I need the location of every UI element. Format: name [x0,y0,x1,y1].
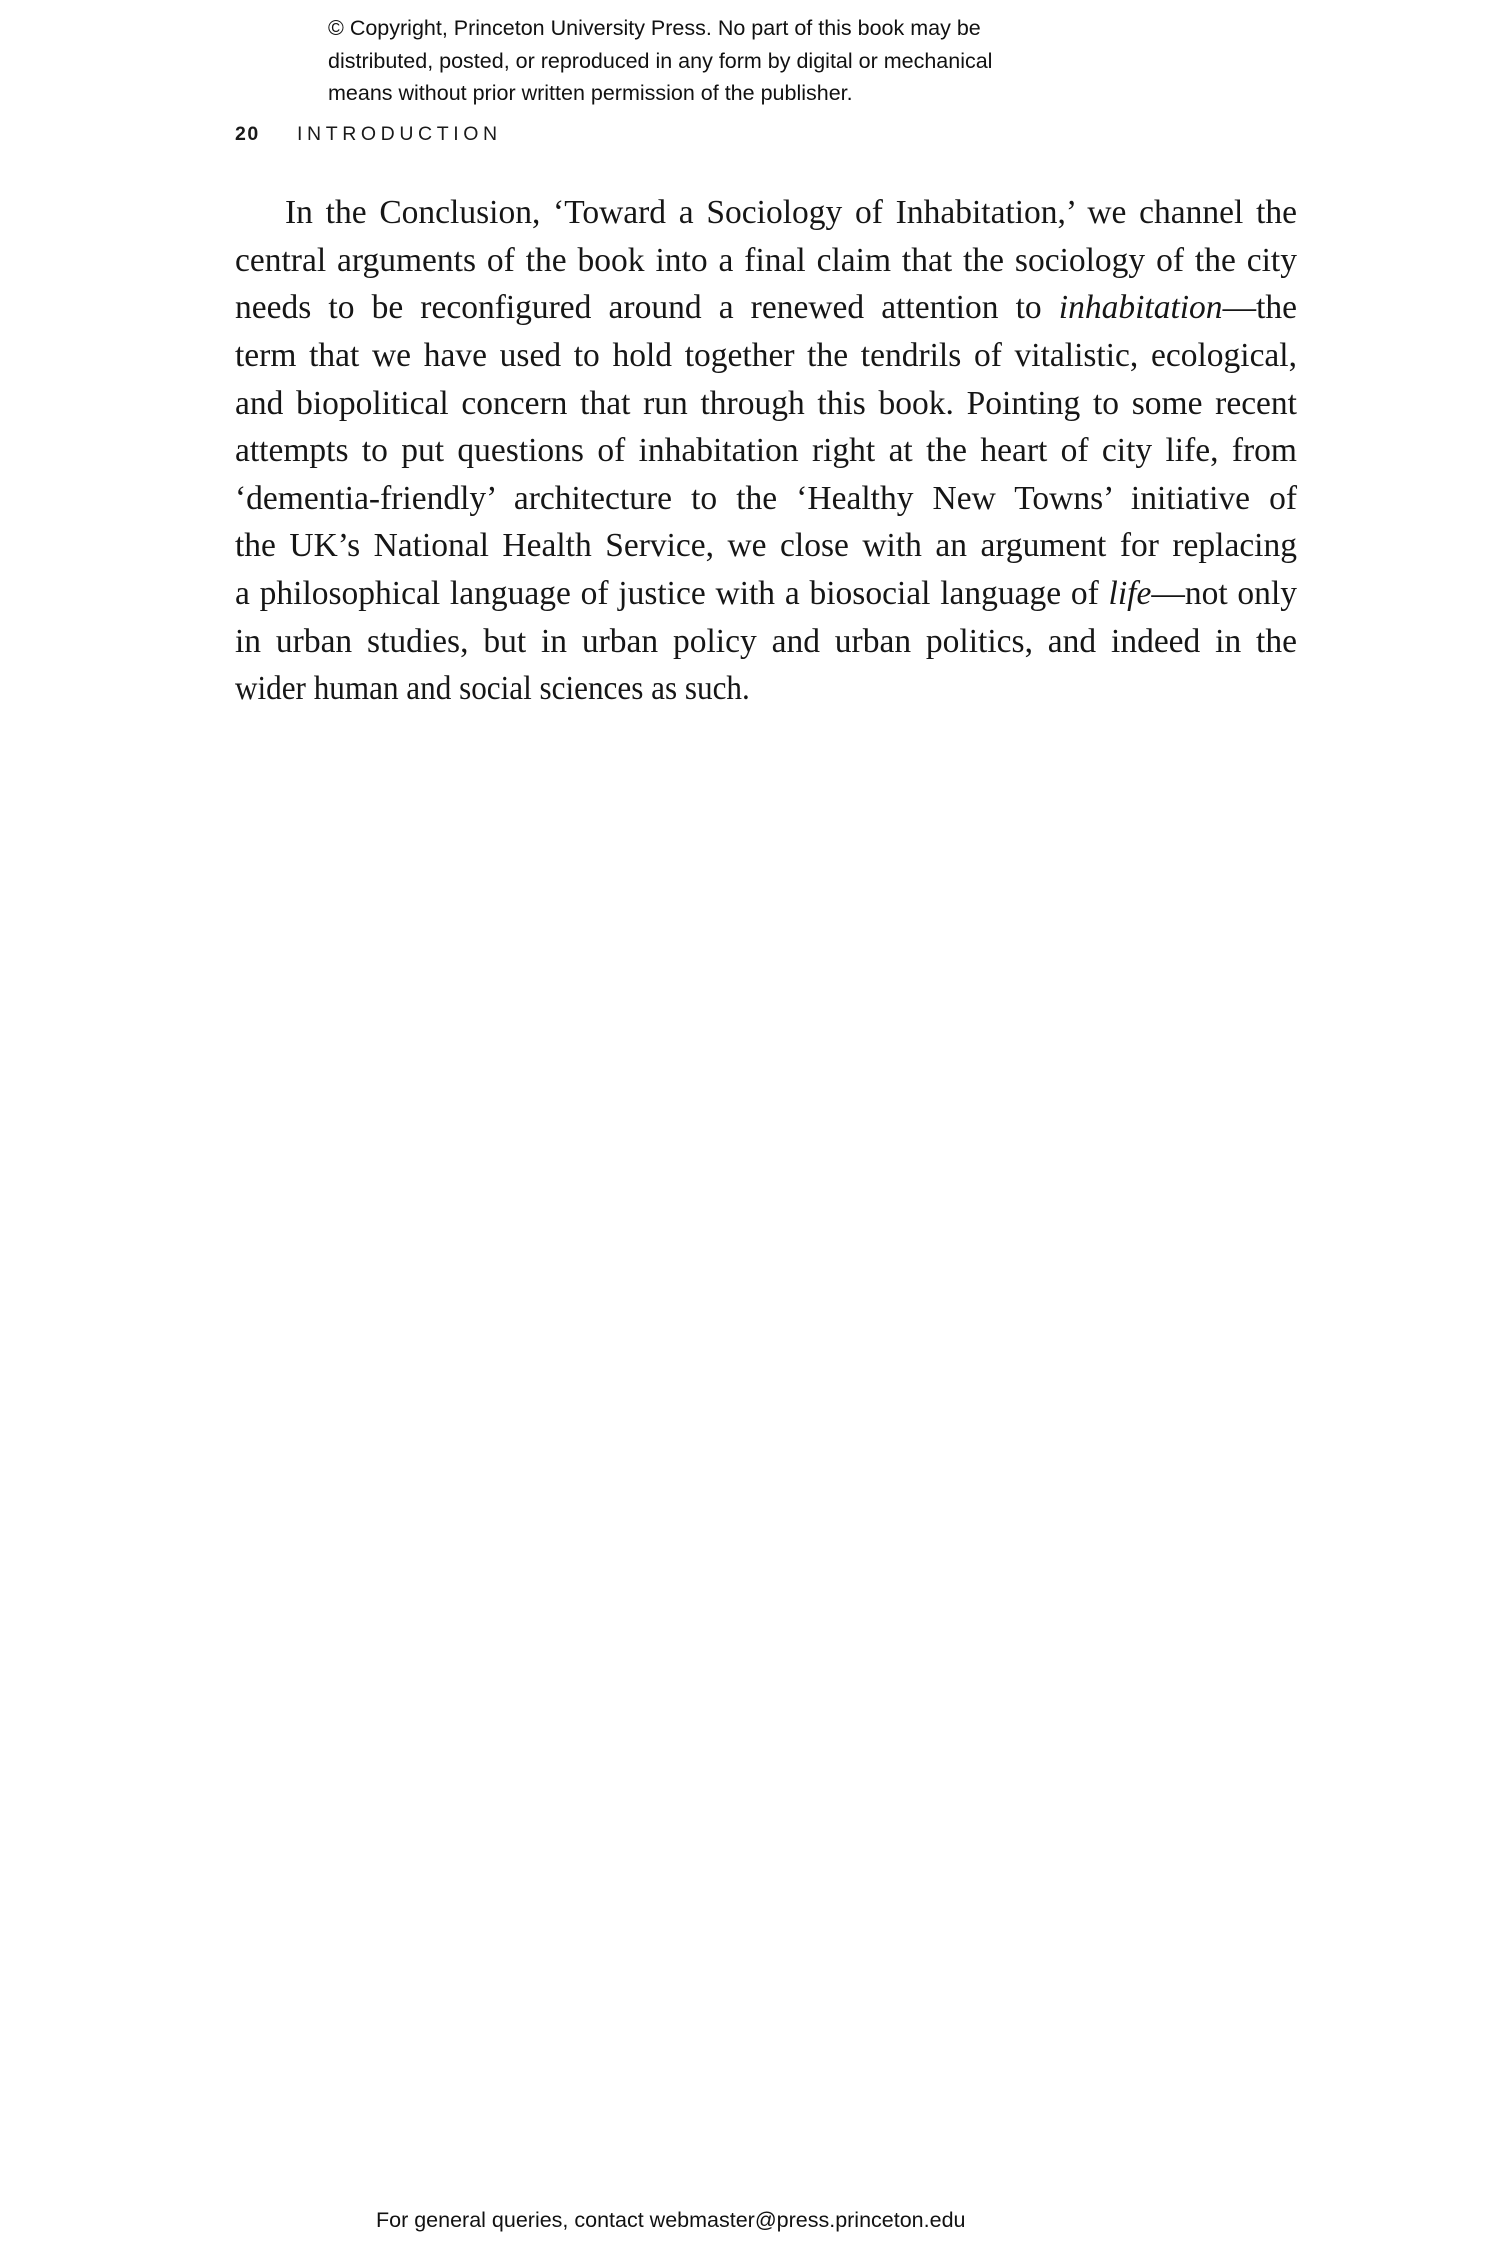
paragraph-line [235,380,1297,428]
copyright-line: means without prior written permission of the publisher. [328,81,853,105]
paragraph-line-text [235,618,1297,666]
text-run: —the [1222,289,1297,327]
copyright-line: distributed, posted, or reproduced in any form by digital or mechanical [328,48,993,73]
paragraph-line [235,237,1297,285]
page-number: 20 [235,123,260,145]
text-run: a philosophical language of justice with a biosocial language of [235,575,1109,613]
paragraph-line [235,618,1297,666]
paragraph-line [235,284,1297,332]
paragraph-line-text [235,570,1297,618]
text-run: wider human and social sciences as such. [235,670,750,708]
text-run: central arguments of the book into a final claim that the sociology of the city [235,241,1297,279]
paragraph-line-text [285,189,1297,237]
paragraph-line [235,475,1297,523]
italic-emphasis: inhabitation [1058,289,1223,327]
body-paragraph [235,189,1297,713]
text-run: attempts to put questions of inhabitation right at the heart of city life, from [235,432,1297,470]
section-title: INTRODUCTION [297,123,502,145]
text-run: the UK’s National Health Service, we close with an argument for replacing [235,527,1297,565]
paragraph-line [235,427,1297,475]
paragraph-line-text [235,284,1297,332]
paragraph-line [235,570,1297,618]
paragraph-line [235,189,1297,237]
paragraph-line-text [235,665,750,713]
paragraph-line-text [235,332,1297,380]
text-run: in urban studies, but in urban policy and urban politics, and indeed in the [235,622,1297,660]
paragraph-line [235,332,1297,380]
paragraph-line [235,665,1297,713]
text-run: and biopolitical concern that run through this book. Pointing to some recent [235,384,1297,422]
paragraph-line-text [235,475,1297,523]
italic-emphasis: life [1108,575,1152,613]
copyright-line: © Copyright, Princeton University Press. No part of this book may be [328,16,981,40]
paragraph-line-text [235,522,1297,570]
paragraph-line-text [235,237,1297,285]
paragraph-line-text [235,380,1297,428]
copyright-notice [328,12,1188,110]
footer-contact: For general queries, contact webmaster@press.princeton.edu [376,2208,966,2232]
text-run: ‘dementia-friendly’ architecture to the ‘Healthy New Towns’ initiative of [235,479,1297,517]
text-run: needs to be reconfigured around a renewed attention to [235,289,1059,327]
paragraph-line [235,522,1297,570]
text-run: —not only [1151,575,1297,613]
paragraph-line-text [235,427,1297,475]
text-run: term that we have used to hold together the tendrils of vitalistic, ecological, [235,336,1297,374]
text-run: In the Conclusion, ‘Toward a Sociology of Inhabitation,’ we channel the [285,194,1297,231]
